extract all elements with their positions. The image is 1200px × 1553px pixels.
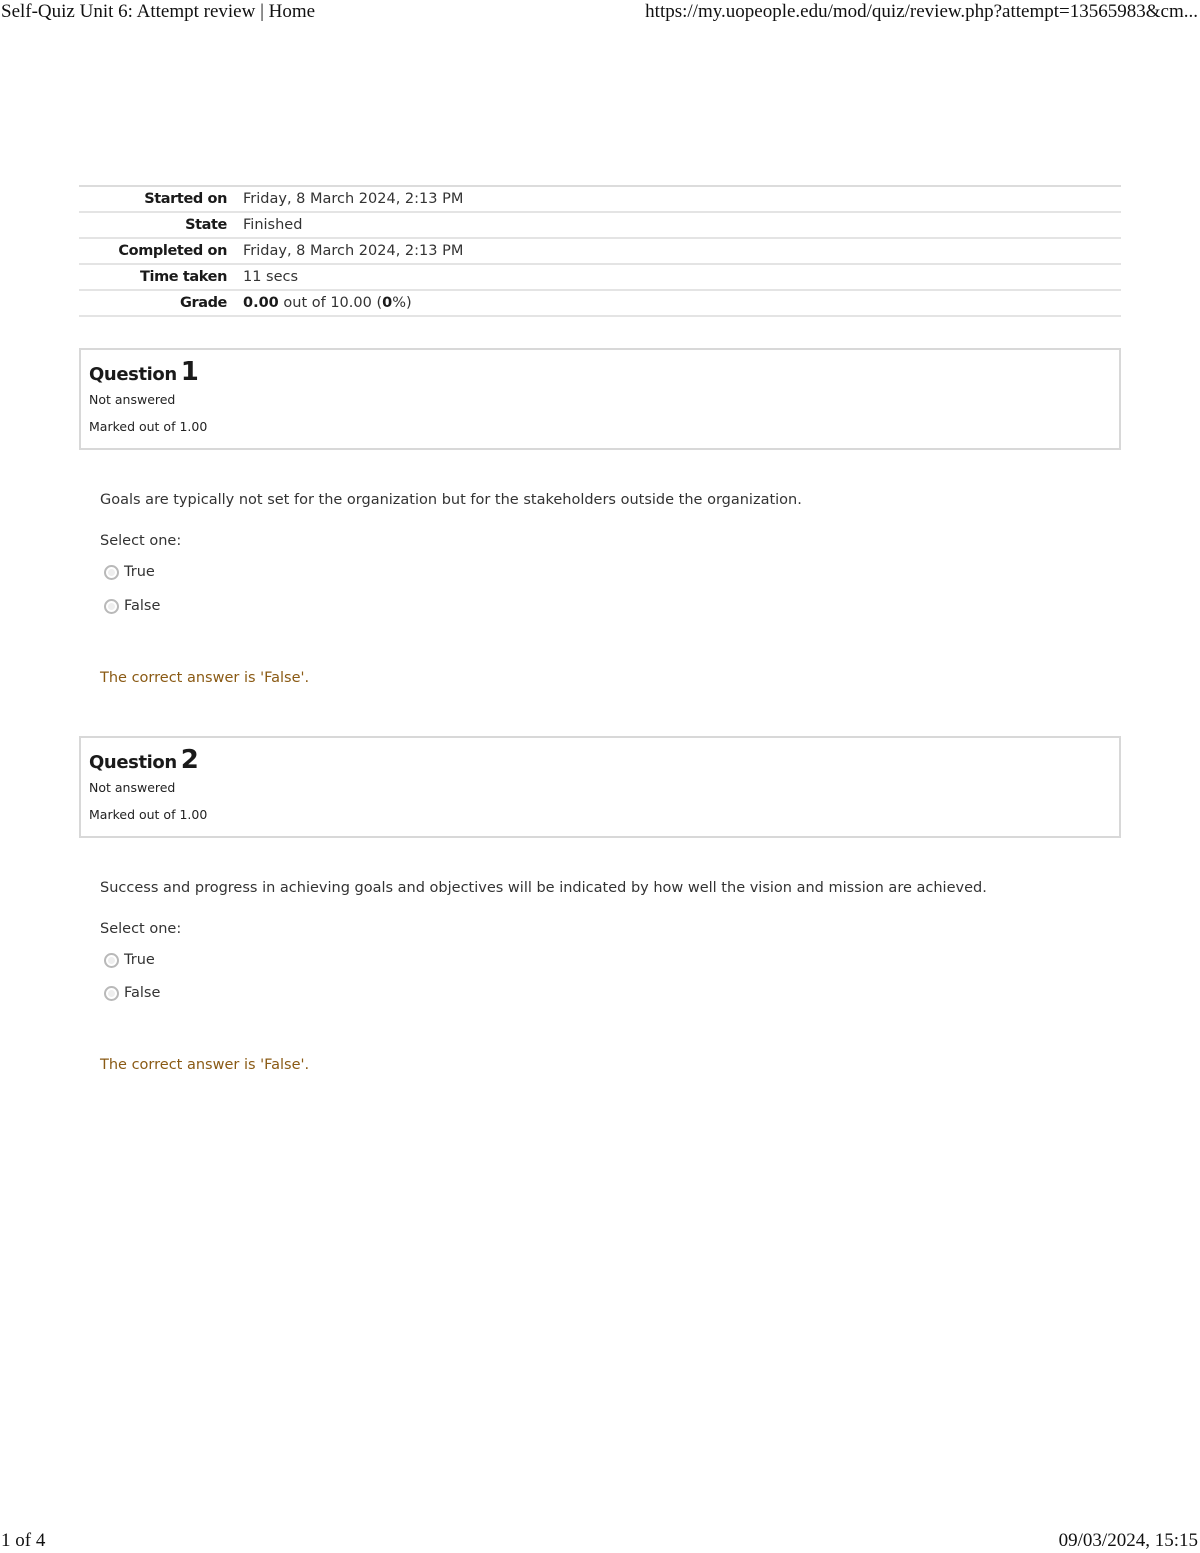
state-label: State [79, 212, 243, 238]
question-2-title-prefix: Question [89, 752, 177, 773]
question-1-option-false[interactable] [100, 596, 1121, 616]
question-1-title [89, 358, 1111, 386]
question-2-info [79, 736, 1121, 838]
quiz-review-content [79, 185, 1121, 1073]
print-footer-page: 1 of 4 [1, 1530, 46, 1551]
summary-row-state [79, 212, 1121, 238]
grade-value [243, 290, 1121, 316]
radio-button[interactable] [104, 599, 119, 614]
question-1-marked: Marked out of 1.00 [89, 419, 208, 434]
summary-row-grade [79, 290, 1121, 316]
attempt-summary-table [79, 185, 1121, 317]
summary-row-time-taken [79, 264, 1121, 290]
print-footer [0, 1530, 1200, 1552]
time-taken-value: 11 secs [243, 264, 1121, 290]
print-header-url: https://my.uopeople.edu/mod/quiz/review.php?attempt=13565983&cm... [645, 1, 1198, 22]
question-1-number: 1 [180, 357, 199, 387]
question-1-text: Goals are typically not set for the organization but for the stakeholders outside the organization. [100, 492, 802, 508]
question-1-title-prefix: Question [89, 364, 177, 385]
option-label: True [124, 564, 155, 580]
question-2-number: 2 [180, 745, 199, 775]
question-2-text: Success and progress in achieving goals and objectives will be indicated by how well the vision and mission are achieved. [100, 880, 987, 896]
option-label: False [124, 985, 161, 1001]
grade-percent-suffix: %) [392, 295, 412, 311]
question-1-info [79, 348, 1121, 450]
grade-score: 0.00 [243, 295, 279, 311]
question-2-option-false[interactable] [100, 983, 1121, 1003]
summary-row-completed-on [79, 238, 1121, 264]
option-label: False [124, 598, 161, 614]
completed-on-value: Friday, 8 March 2024, 2:13 PM [243, 238, 1121, 264]
question-1-content [79, 492, 1121, 686]
grade-percent: 0 [382, 295, 393, 311]
completed-on-label: Completed on [79, 238, 243, 264]
grade-label: Grade [79, 290, 243, 316]
radio-button[interactable] [104, 986, 119, 1001]
state-value: Finished [243, 212, 1121, 238]
question-2-right-answer: The correct answer is 'False'. [100, 1057, 310, 1073]
question-1-prompt: Select one: [100, 533, 182, 549]
question-1-status: Not answered [89, 392, 176, 407]
radio-button[interactable] [104, 953, 119, 968]
question-2-marked: Marked out of 1.00 [89, 807, 208, 822]
question-2-status: Not answered [89, 780, 176, 795]
print-footer-datetime: 09/03/2024, 15:15 [1058, 1530, 1198, 1551]
question-2-title [89, 746, 1111, 774]
time-taken-label: Time taken [79, 264, 243, 290]
question-2-option-true[interactable] [100, 950, 1121, 970]
started-on-value: Friday, 8 March 2024, 2:13 PM [243, 186, 1121, 212]
grade-out-of: out of 10.00 ( [278, 295, 383, 311]
question-1-right-answer: The correct answer is 'False'. [100, 670, 310, 686]
summary-row-started-on [79, 186, 1121, 212]
question-2-prompt: Select one: [100, 921, 182, 937]
print-header [0, 0, 1200, 26]
option-label: True [124, 952, 155, 968]
started-on-label: Started on [79, 186, 243, 212]
print-header-title: Self-Quiz Unit 6: Attempt review | Home [1, 1, 316, 22]
question-1-option-true[interactable] [100, 562, 1121, 582]
question-2-content [79, 880, 1121, 1073]
radio-button[interactable] [104, 565, 119, 580]
